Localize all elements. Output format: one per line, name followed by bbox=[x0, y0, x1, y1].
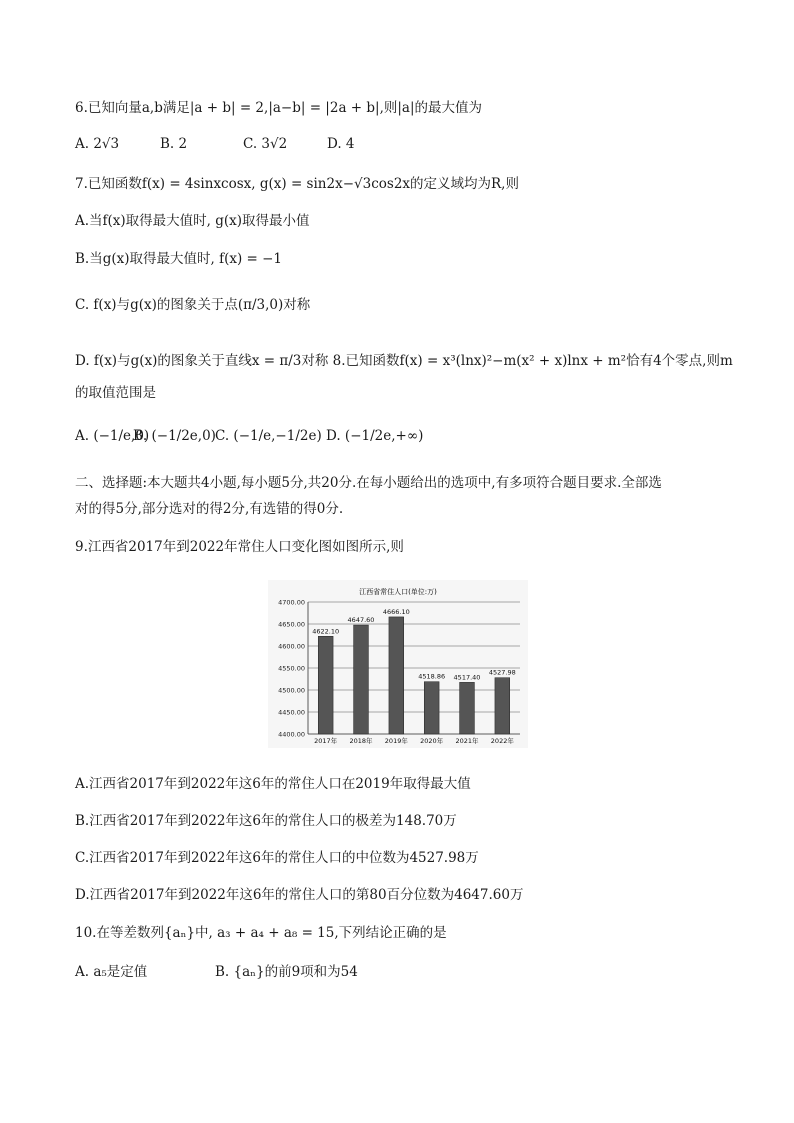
q6-option-a: A. 2√3 bbox=[75, 136, 120, 152]
x-tick-label: 2017年 bbox=[314, 737, 338, 745]
q10-option-a: A. a₅是定值 bbox=[75, 964, 148, 980]
q7-option-c: C. f(x)与g(x)的图象关于点(π/3,0)对称 bbox=[75, 297, 311, 313]
q6-option-c: C. 3√2 bbox=[243, 136, 288, 152]
q6-option-b: B. 2 bbox=[160, 136, 188, 152]
y-tick-label: 4600.00 bbox=[278, 642, 305, 651]
q7-stem: 7.已知函数f(x) = 4sinxcosx, g(x) = sin2x−√3cos2x的定义域均为R,则 bbox=[75, 176, 519, 192]
q9-stem: 9.江西省2017年到2022年常住人口变化图如图所示,则 bbox=[75, 539, 404, 555]
bar-value-label: 4517.40 bbox=[453, 673, 481, 682]
q9-option-b: B.江西省2017年到2022年这6年的常住人口的极差为148.70万 bbox=[75, 813, 457, 829]
q7-option-a: A.当f(x)取得最大值时, g(x)取得最小值 bbox=[75, 213, 310, 229]
bar bbox=[354, 625, 369, 734]
q8-option-c: C. (−1/e,−1/2e) bbox=[215, 428, 322, 444]
population-bar-chart bbox=[268, 580, 528, 748]
bar bbox=[424, 682, 439, 734]
q7-option-d-and-q8-stem: D. f(x)与g(x)的图象关于直线x = π/3对称 8.已知函数f(x) = x³(lnx)²−m(x² + x)lnx + m²恰有4个零点,则m bbox=[75, 353, 733, 369]
y-tick-label: 4500.00 bbox=[278, 686, 305, 695]
bar-value-label: 4666.10 bbox=[382, 607, 410, 616]
q7-option-b: B.当g(x)取得最大值时, f(x) = −1 bbox=[75, 251, 283, 267]
q8-option-a: A. (−1/e,0) bbox=[75, 428, 150, 444]
q9-option-a: A.江西省2017年到2022年这6年的常住人口在2019年取得最大值 bbox=[75, 776, 471, 792]
q10-stem: 10.在等差数列{aₙ}中, a₃ + a₄ + a₈ = 15,下列结论正确的是 bbox=[75, 925, 447, 941]
bar-value-label: 4647.60 bbox=[347, 616, 375, 625]
x-tick-label: 2020年 bbox=[420, 737, 444, 745]
y-tick-label: 4400.00 bbox=[278, 730, 305, 739]
x-tick-label: 2018年 bbox=[349, 737, 373, 745]
q8-option-d: D. (−1/2e,+∞) bbox=[326, 428, 424, 444]
x-tick-label: 2019年 bbox=[384, 737, 408, 745]
section2-instructions-line1: 二、选择题:本大题共4小题,每小题5分,共20分.在每小题给出的选项中,有多项符合题目要求.全部选 bbox=[75, 475, 662, 491]
q6-option-d: D. 4 bbox=[327, 136, 355, 152]
bar-value-label: 4622.10 bbox=[312, 627, 340, 636]
q9-option-d: D.江西省2017年到2022年这6年的常住人口的第80百分位数为4647.60万 bbox=[75, 887, 524, 903]
q9-option-c: C.江西省2017年到2022年这6年的常住人口的中位数为4527.98万 bbox=[75, 850, 479, 866]
q10-option-b: B. {aₙ}的前9项和为54 bbox=[215, 964, 358, 980]
y-tick-label: 4650.00 bbox=[278, 620, 305, 629]
bar bbox=[460, 682, 475, 734]
chart-svg bbox=[268, 580, 528, 748]
y-tick-label: 4450.00 bbox=[278, 708, 305, 717]
x-tick-label: 2021年 bbox=[455, 737, 479, 745]
bar bbox=[495, 678, 510, 734]
q6-stem: 6.已知向量a,b满足|a + b| = 2,|a−b| = |2a + b|,则|a|的最大值为 bbox=[75, 100, 483, 116]
bar-value-label: 4518.86 bbox=[418, 672, 446, 681]
bar-value-label: 4527.98 bbox=[488, 668, 516, 677]
q8-option-b: B. (−1/2e,0) bbox=[133, 428, 216, 444]
bar bbox=[389, 617, 404, 734]
section2-instructions-line2: 对的得5分,部分选对的得2分,有选错的得0分. bbox=[75, 501, 344, 517]
y-tick-label: 4550.00 bbox=[278, 664, 305, 673]
y-tick-label: 4700.00 bbox=[278, 598, 305, 607]
chart-title: 江西省常住人口(单位:万) bbox=[359, 588, 437, 596]
bar bbox=[318, 636, 333, 734]
x-tick-label: 2022年 bbox=[490, 737, 514, 745]
q8-stem-continued: 的取值范围是 bbox=[75, 385, 156, 401]
